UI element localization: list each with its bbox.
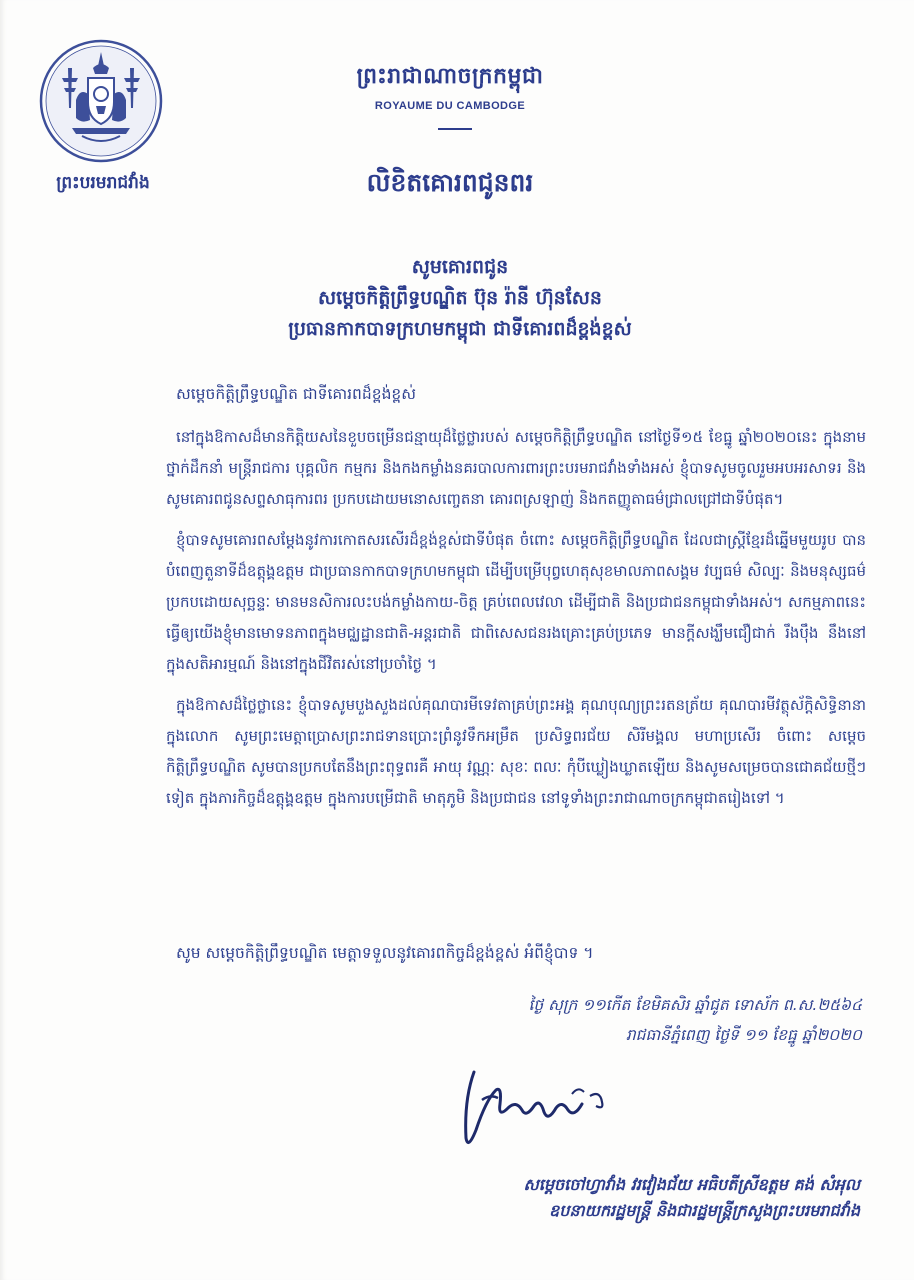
document-title: លិខិតគោរពជូនពរ (366, 168, 534, 197)
kingdom-title: ព្រះរាជាណាចក្រកម្ពុជា (356, 64, 544, 89)
solar-date: រាជធានីភ្នំពេញ ថ្ងៃទី ១១ ខែធ្នូ ឆ្នាំ២០២០ (625, 1026, 862, 1044)
recipient-address (190, 252, 730, 345)
header-divider (438, 128, 472, 130)
palace-label: ព្រះបរមរាជវាំង (56, 173, 150, 193)
address-line-3: ប្រធានកាកបាទក្រហមកម្ពុជា ជាទីគោរពដ៏ខ្ពង់ខ្ពស់ (288, 318, 632, 340)
signatory-title: ឧបនាយករដ្ឋមន្ត្រី និងជារដ្ឋមន្ត្រីក្រសួងព្រះបរមរាជវាំង (549, 1201, 860, 1220)
address-line-2: សម្តេចកិត្តិព្រឹទ្ធបណ្ឌិត ប៊ុន រ៉ានី ហ៊ុនសែន (318, 287, 602, 309)
kingdom-title-french: ROYAUME DU CAMBODGE (374, 100, 526, 112)
body-paragraph-3: ក្នុងឱកាសដ៏ថ្លៃថ្លានេះ ខ្ញុំបាទសូមបួងសួងដល់គុណបារមីទេវតាគ្រប់ព្រះអង្គ គុណបុណ្យព្រះរតនត្រ័យ គុណបារមីវត្ថុស័ក្តិសិទ្ធិនានាក្នុងលោក សូមព្រះមេត្តាប្រោសព្រះរាជទានប្រោះព្រំនូវទឹកអម្រឹត ប្រសិទ្ធពរជ័យ សិរីមង្គល មហាប្រសើរ ចំពោះ សម្តេចកិត្តិព្រឹទ្ធបណ្ឌិត សូមបានប្រកបតែនឹងព្រះពុទ្ធពរគឺ អាយុ វណ្ណៈ សុខៈ ពលៈ កុំបីឃ្លៀងឃ្លាតឡើយ និងសូមសម្រេចបានជោគជ័យថ្មីៗទៀត ក្នុងភារកិច្ចដ៏ឧត្តុង្គឧត្តម ក្នុងការបម្រើជាតិ មាតុភូមិ និងប្រជាជន នៅទូទាំងព្រះរាជាណាចក្រកម្ពុជាតរៀងទៅ ។ (166, 696, 866, 807)
signatory-name: សម្តេចចៅហ្វាវាំង វរវៀងជ័យ អធិបតីស្រីឧត្តម គង់ សំអុល (523, 1175, 860, 1194)
date-block (400, 990, 862, 1050)
salutation: សម្តេចកិត្តិព្រឹទ្ធបណ្ឌិត ជាទីគោរពដ៏ខ្ពង់ខ្ពស់ (176, 385, 417, 403)
body-paragraph-2: ខ្ញុំបាទសូមគោរពសម្តែងនូវការកោតសរសើរដ៏ខ្ពង់ខ្ពស់ជាទីបំផុត ចំពោះ សម្តេចកិត្តិព្រឹទ្ធបណ្ឌិត ដែលជាស្ត្រីខ្មែរដ៏ឆ្នើមមួយរូប បានបំពេញតួនាទីដ៏ឧត្តុង្គឧត្តម ជាប្រធានកាកបាទក្រហមកម្ពុជា ដើម្បីបម្រើបុព្វហេតុសុខមាលភាពសង្គម វប្បធម៌ សិល្បៈ និងមនុស្សធម៌ប្រកបដោយសុច្ឆន្ទៈ មានមនសិការលះបង់កម្លាំងកាយ-ចិត្ត គ្រប់ពេលវេលា ដើម្បីជាតិ និងប្រជាជនកម្ពុជាទាំងអស់។ សកម្មភាពនេះធ្វើឲ្យយើងខ្ញុំមានមោទនភាពក្នុងមជ្ឈដ្ឋានជាតិ-អន្តរជាតិ ជាពិសេសជនរងគ្រោះគ្រប់ប្រភេទ មានក្តីសង្ឃឹមជឿជាក់ រឹងប៉ឹង នឹងនៅក្នុងសតិអារម្មណ៍ និងនៅក្នុងជីវិតរស់នៅប្រចាំថ្ងៃ ។ (166, 531, 866, 673)
royal-palace-emblem-icon (38, 38, 164, 164)
handwritten-signature (452, 1060, 632, 1160)
address-line-1: សូមគោរពជូន (411, 256, 509, 278)
body-paragraph-1: នៅក្នុងឱកាសដ៏មានកិត្តិយសនៃខួបចម្រើនជន្មាយុដ៏ថ្លៃថ្លារបស់ សម្តេចកិត្តិព្រឹទ្ធបណ្ឌិត នៅថ្ងៃទី១៥ ខែធ្នូ ឆ្នាំ២០២០នេះ ក្នុងនាមថ្នាក់ដឹកនាំ មន្ត្រីរាជការ បុគ្គលិក កម្មករ និងកងកម្លាំងនគរបាលការពារព្រះបរមរាជវាំងទាំងអស់ ខ្ញុំបាទសូមចូលរួមអបអរសាទរ និងសូមគោរពជូនសព្ទសាធុការពរ ប្រកបដោយមនោសញ្ចេតនា គោរពស្រឡាញ់ និងកតញ្ញូតាធម៌ជ្រាលជ្រៅជាទីបំផុត។ (166, 428, 866, 508)
closing-line: សូម សម្តេចកិត្តិព្រឹទ្ធបណ្ឌិត មេត្តាទទួលនូវគោរពកិច្ចដ៏ខ្ពង់ខ្ពស់ អំពីខ្ញុំបាទ ។ (176, 944, 594, 962)
letter-body (166, 422, 866, 824)
signatory-block (300, 1172, 860, 1224)
lunar-date: ថ្ងៃ សុក្រ ១១កើត ខែមិគសិរ ឆ្នាំជូត ទោស័ក ព.ស.២៥៦៤ (528, 996, 862, 1014)
